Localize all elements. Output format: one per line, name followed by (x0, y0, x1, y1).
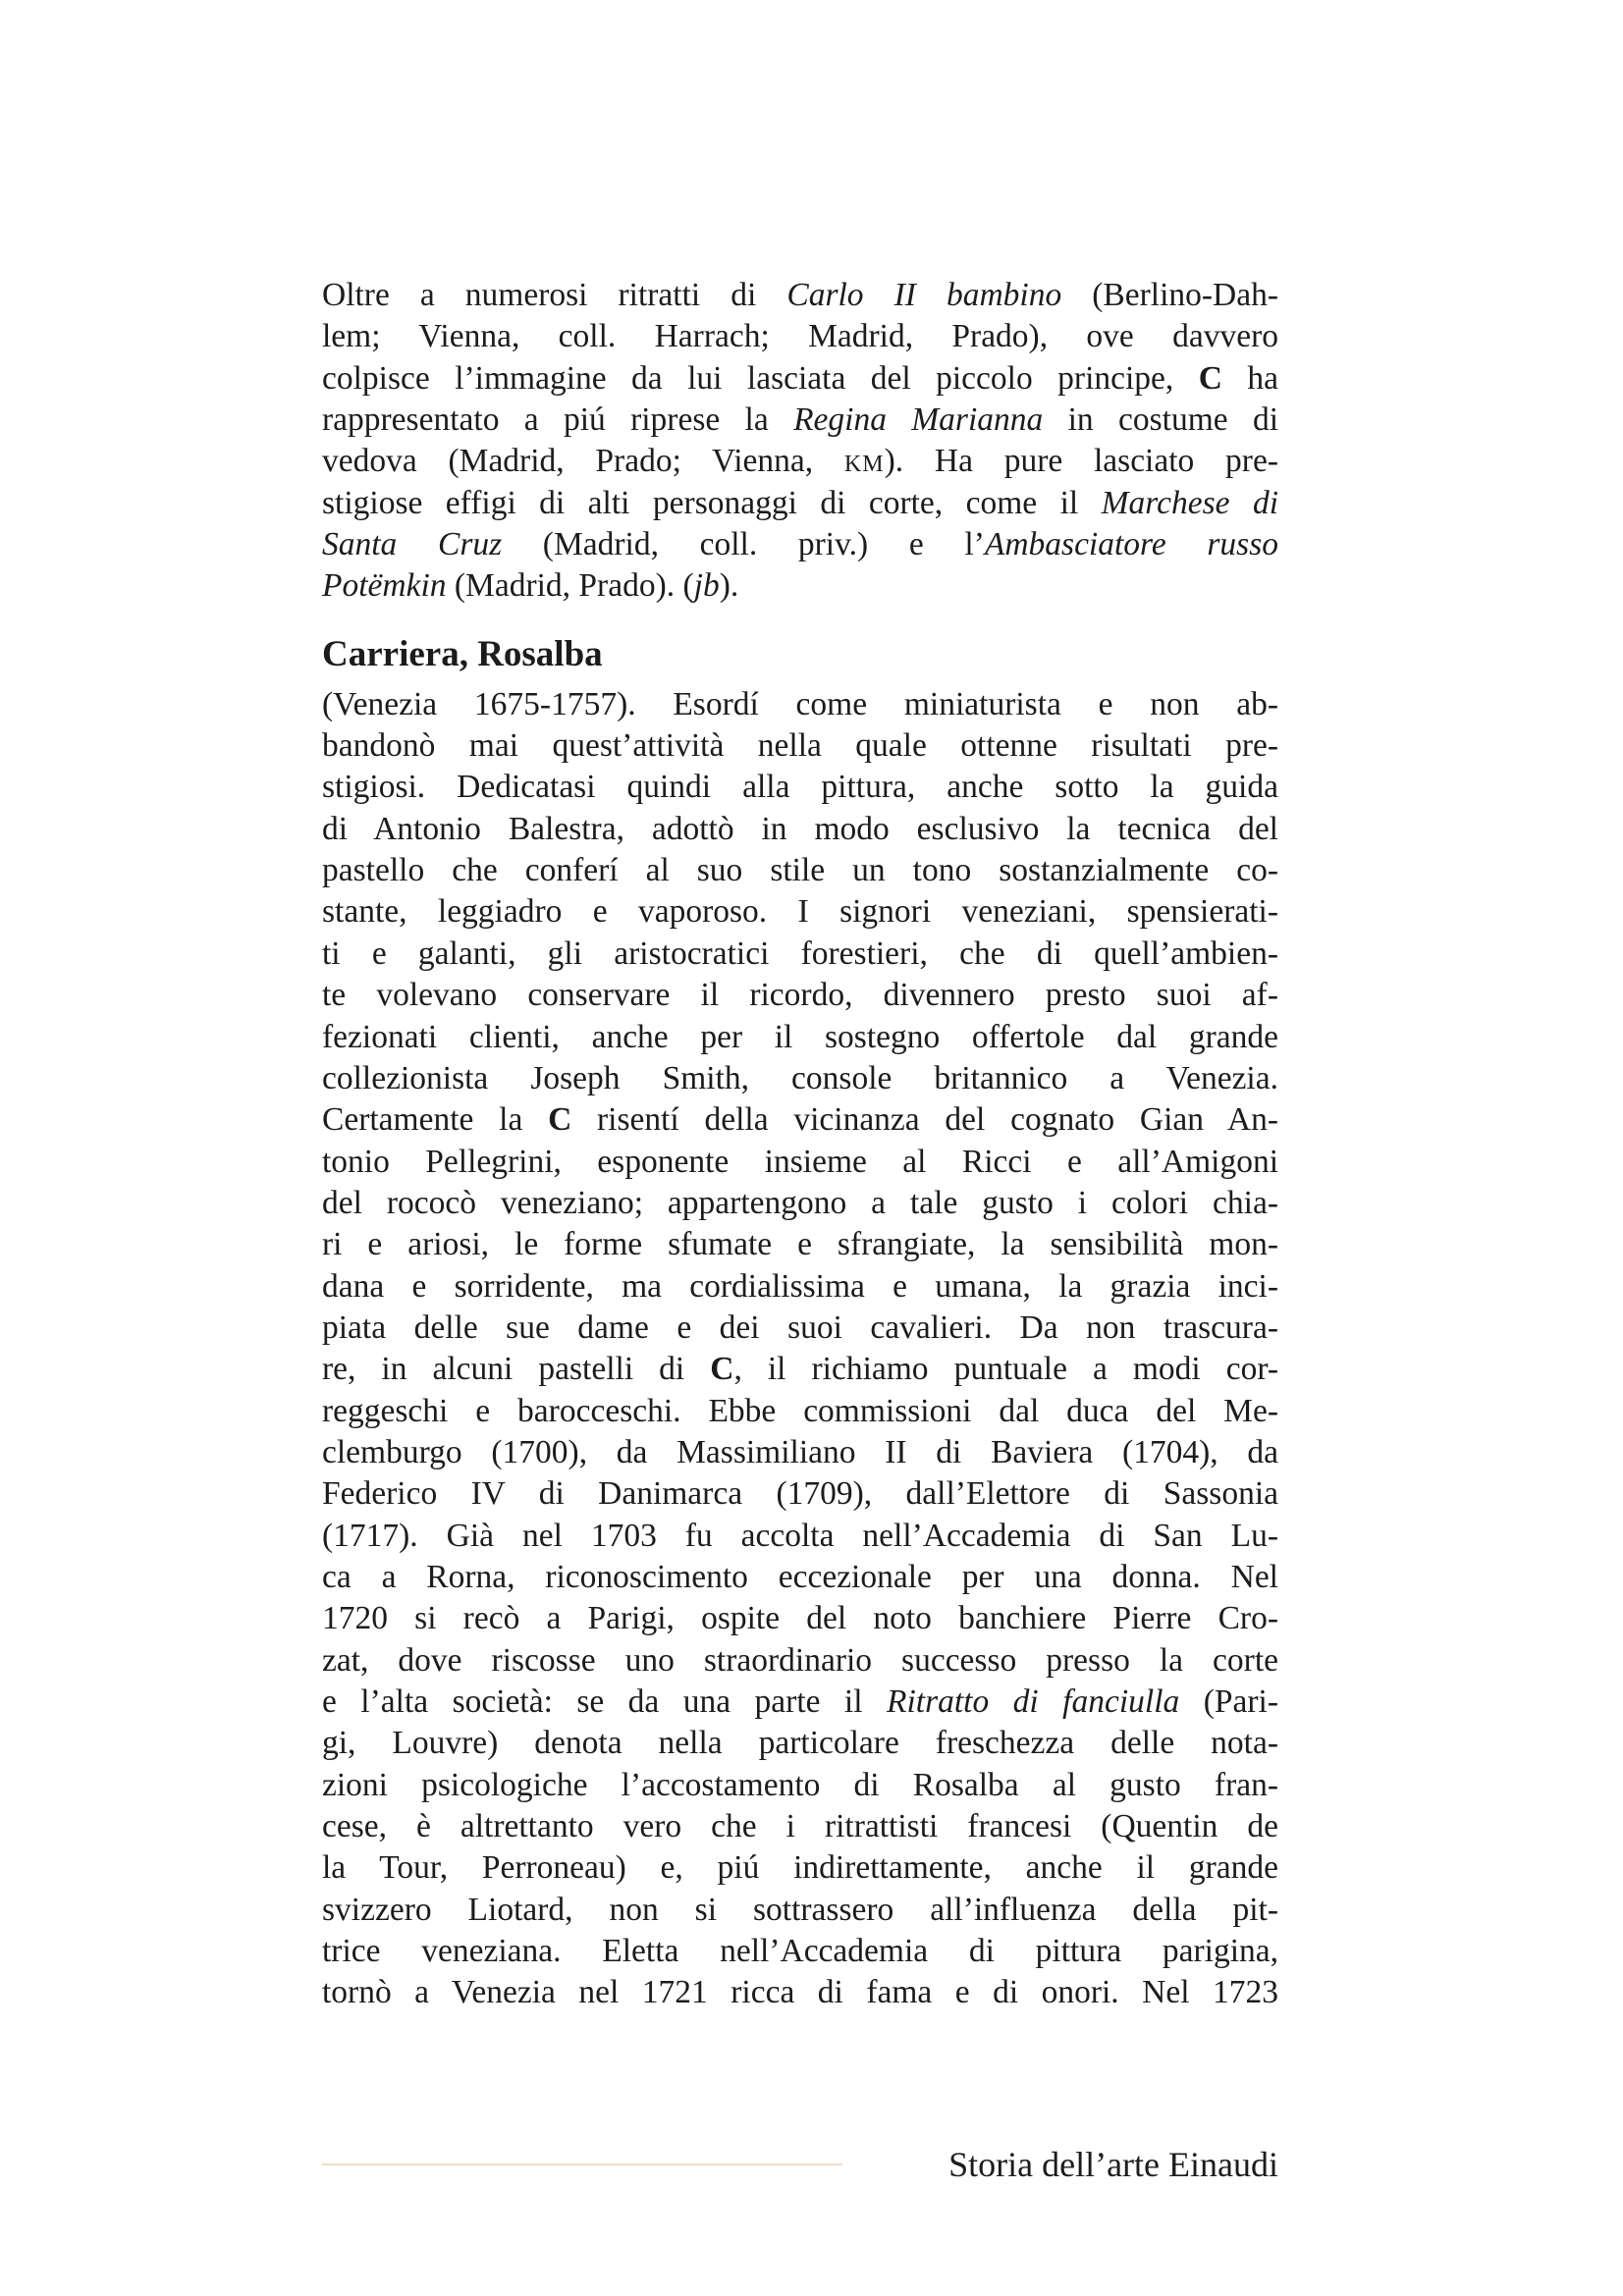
text-line: lem; Vienna, coll. Harrach; Madrid, Prado), ove davvero (322, 318, 1278, 355)
text-line: e l’alta società: se da una parte il Ritratto di fanciulla (Pari- (322, 1683, 1278, 1720)
text-line: collezionista Joseph Smith, console britannico a Venezia. (322, 1059, 1278, 1096)
text-line: trice veneziana. Eletta nell’Accademia di pittura parigina, (322, 1933, 1278, 1970)
text-line: dana e sorridente, ma cordialissima e umana, la grazia inci- (322, 1267, 1278, 1305)
text-line: pastello che conferí al suo stile un tono sostanzialmente co- (322, 852, 1278, 889)
entry-body (322, 684, 1278, 2014)
text-line: tonio Pellegrini, esponente insieme al Ricci e all’Amigoni (322, 1143, 1278, 1180)
text-line: (1717). Già nel 1703 fu accolta nell’Accademia di San Lu- (322, 1517, 1278, 1554)
footer-publisher: Storia dell’arte Einaudi (948, 2145, 1278, 2184)
text-line: bandonò mai quest’attività nella quale ottenne risultati pre- (322, 727, 1278, 765)
text-column (322, 275, 1278, 2014)
text-line: Santa Cruz (Madrid, coll. priv.) e l’Ambasciatore russo (322, 526, 1278, 563)
text-line: 1720 si recò a Parigi, ospite del noto banchiere Pierre Cro- (322, 1600, 1278, 1637)
text-line: piata delle sue dame e dei suoi cavalieri. Da non trascura- (322, 1308, 1278, 1346)
text-line: ri e ariosi, le forme sfumate e sfrangiate, la sensibilità mon- (322, 1226, 1278, 1263)
text-line: zioni psicologiche l’accostamento di Rosalba al gusto fran- (322, 1766, 1278, 1803)
text-line: te volevano conservare il ricordo, divennero presto suoi af- (322, 977, 1278, 1014)
text-line: la Tour, Perroneau) e, piú indirettamente, anche il grande (322, 1849, 1278, 1887)
text-line: fezionati clienti, anche per il sostegno offertole dal grande (322, 1018, 1278, 1055)
footer-rule (322, 2163, 842, 2165)
entry-heading: Carriera, Rosalba (322, 633, 603, 674)
text-line: di Antonio Balestra, adottò in modo esclusivo la tecnica del (322, 810, 1278, 847)
text-line: svizzero Liotard, non si sottrassero all’influenza della pit- (322, 1891, 1278, 1928)
text-line: gi, Louvre) denota nella particolare freschezza delle nota- (322, 1725, 1278, 1762)
previous-entry-paragraph (322, 275, 1278, 608)
text-line: ti e galanti, gli aristocratici forestieri, che di quell’ambien- (322, 934, 1278, 972)
text-line: zat, dove riscosse uno straordinario successo presso la corte (322, 1641, 1278, 1679)
text-line: del rococò veneziano; appartengono a tale gusto i colori chia- (322, 1184, 1278, 1221)
text-line: Potëmkin (Madrid, Prado). (jb). (322, 567, 739, 605)
text-line: clemburgo (1700), da Massimiliano II di Baviera (1704), da (322, 1433, 1278, 1470)
text-line: reggeschi e barocceschi. Ebbe commissioni dal duca del Me- (322, 1392, 1278, 1429)
text-line: stigiose effigi di alti personaggi di corte, come il Marchese di (322, 484, 1278, 521)
text-line: tornò a Venezia nel 1721 ricca di fama e di onori. Nel 1723 (322, 1974, 1278, 2011)
text-line: (Venezia 1675-1757). Esordí come miniaturista e non ab- (322, 685, 1278, 722)
text-line: stigiosi. Dedicatasi quindi alla pittura, anche sotto la guida (322, 769, 1278, 806)
text-line: cese, è altrettanto vero che i ritrattisti francesi (Quentin de (322, 1808, 1278, 1845)
text-line: vedova (Madrid, Prado; Vienna, KM). Ha pure lasciato pre- (322, 443, 1278, 480)
text-line: ca a Rorna, riconoscimento eccezionale per una donna. Nel (322, 1558, 1278, 1595)
text-line: Federico IV di Danimarca (1709), dall’Elettore di Sassonia (322, 1475, 1278, 1513)
text-line: colpisce l’immagine da lui lasciata del piccolo principe, C ha (322, 359, 1278, 397)
text-line: stante, leggiadro e vaporoso. I signori veneziani, spensierati- (322, 893, 1278, 931)
text-line: re, in alcuni pastelli di C, il richiamo puntuale a modi cor- (322, 1351, 1278, 1388)
text-line: Certamente la C risentí della vicinanza del cognato Gian An- (322, 1101, 1278, 1139)
text-line: rappresentato a piú riprese la Regina Marianna in costume di (322, 401, 1279, 439)
text-line: Oltre a numerosi ritratti di Carlo II bambino (Berlino-Dah- (322, 277, 1279, 313)
